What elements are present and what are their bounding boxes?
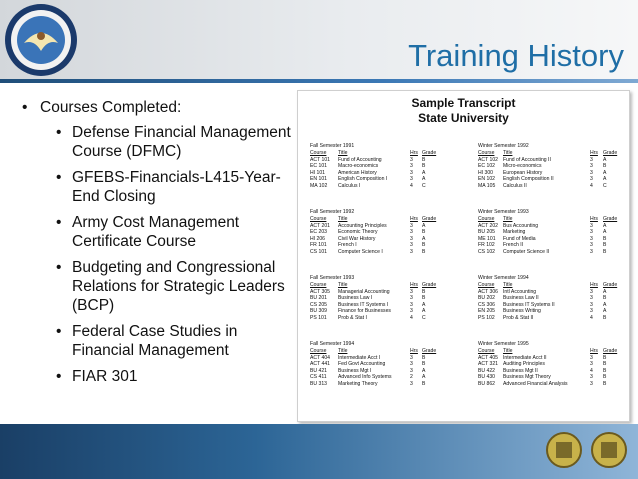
course-cell: Marketing xyxy=(503,229,526,236)
column-header: Hrs xyxy=(410,282,418,288)
course-cell: Economic Theory xyxy=(338,229,378,236)
course-cell: Computer Science II xyxy=(503,248,550,255)
sample-transcript-image xyxy=(297,90,630,422)
course-cell: BU 862 xyxy=(478,380,495,387)
course-cell: Advanced Financial Analysis xyxy=(503,380,568,387)
course-cell: 3 xyxy=(590,361,593,368)
column-header: Course xyxy=(478,216,495,222)
footer-bar xyxy=(0,424,638,479)
course-cell: 3 xyxy=(590,374,593,381)
column-header: Hrs xyxy=(410,348,418,354)
course-row xyxy=(310,248,426,256)
course-row xyxy=(310,361,426,368)
course-cell: Intermediate Acct I xyxy=(338,354,381,361)
course-cell: Business IT Systems II xyxy=(503,301,555,308)
course-cell: 3 xyxy=(590,229,593,236)
course-cell: 3 xyxy=(410,242,413,249)
course-cell: HI 206 xyxy=(310,235,326,242)
column-header: Grade xyxy=(422,348,437,354)
course-row xyxy=(310,314,426,322)
course-cell: B xyxy=(422,288,426,295)
course-cell: B xyxy=(603,374,607,381)
course-row xyxy=(310,169,426,177)
course-cell: ACT 306 xyxy=(478,288,499,295)
course-item: • Army Cost Management Certificate Course xyxy=(20,213,292,251)
course-cell: C xyxy=(422,314,426,321)
course-cell: 3 xyxy=(590,248,593,255)
course-cell: 3 xyxy=(590,156,593,163)
course-cell: A xyxy=(603,229,607,236)
course-cell: 3 xyxy=(590,308,593,315)
column-header: Grade xyxy=(603,282,618,288)
course-cell: Marketing Theory xyxy=(338,380,378,387)
course-cell: Business Writing xyxy=(503,308,541,315)
course-cell: Civil War History xyxy=(338,235,376,242)
army-emblem-icon xyxy=(590,430,628,470)
course-row xyxy=(478,235,607,243)
course-cell: 4 xyxy=(590,182,593,189)
course-cell: 3 xyxy=(590,242,593,249)
semester-header-row xyxy=(310,150,437,157)
column-header: Grade xyxy=(422,282,437,288)
course-row xyxy=(478,301,607,309)
course-cell: Calculus I xyxy=(338,182,361,189)
course-cell: FR 102 xyxy=(478,242,495,249)
course-cell: BU 202 xyxy=(478,295,495,302)
semester-header-row xyxy=(310,216,437,223)
column-header: Hrs xyxy=(410,216,418,222)
course-cell: 3 xyxy=(410,169,413,176)
column-header: Hrs xyxy=(590,150,598,156)
course-row xyxy=(478,248,607,256)
course-cell: PS 101 xyxy=(310,314,327,321)
semester-title: Fall Semester 1993 xyxy=(310,275,355,281)
course-cell: ACT 202 xyxy=(478,222,499,229)
course-cell: French I xyxy=(338,242,357,249)
transcript-semester xyxy=(478,209,618,256)
course-cell: ACT 102 xyxy=(478,156,499,163)
semester-header-row xyxy=(478,282,618,289)
semester-title: Fall Semester 1992 xyxy=(310,209,355,215)
course-cell: A xyxy=(603,156,607,163)
course-cell: EN 102 xyxy=(478,176,495,183)
course-row xyxy=(310,163,426,170)
course-cell: 3 xyxy=(590,169,593,176)
course-row xyxy=(310,182,426,190)
course-cell: 3 xyxy=(590,380,593,387)
course-row xyxy=(310,308,426,315)
course-cell: B xyxy=(422,242,426,249)
course-cell: B xyxy=(603,380,607,387)
course-row xyxy=(478,182,607,190)
column-header: Course xyxy=(478,150,495,156)
course-cell: EN 101 xyxy=(310,176,327,183)
column-header: Grade xyxy=(422,150,437,156)
course-cell: Auditing Principles xyxy=(503,361,545,368)
course-row xyxy=(478,361,607,368)
course-cell: HI 300 xyxy=(478,169,494,176)
course-cell: B xyxy=(603,163,607,170)
transcript-semester xyxy=(478,275,618,322)
course-item: • Defense Financial Management Course (DFMC) xyxy=(20,123,292,161)
column-header: Course xyxy=(310,150,327,156)
course-cell: B xyxy=(422,295,426,302)
course-cell: Prob & Stat I xyxy=(338,314,367,321)
course-cell: EN 205 xyxy=(478,308,495,315)
course-row xyxy=(310,288,426,296)
course-cell: ACT 305 xyxy=(310,288,331,295)
course-row xyxy=(478,229,607,236)
course-cell: European History xyxy=(503,169,543,176)
course-cell: 3 xyxy=(410,235,413,242)
course-row xyxy=(478,222,607,230)
course-cell: CS 411 xyxy=(310,374,327,381)
course-cell: English Composition I xyxy=(338,176,388,183)
course-cell: ACT 101 xyxy=(310,156,331,163)
semester-header-row xyxy=(310,282,437,289)
dod-seal-icon xyxy=(4,3,78,77)
course-cell: B xyxy=(603,367,607,374)
course-cell: Micro-economics xyxy=(503,163,542,170)
transcript-school: State University xyxy=(418,111,509,125)
course-cell: 3 xyxy=(410,248,413,255)
course-row xyxy=(310,295,426,302)
course-cell: A xyxy=(603,288,607,295)
transcript-semester xyxy=(478,143,618,190)
course-cell: 4 xyxy=(590,314,593,321)
semester-title: Fall Semester 1991 xyxy=(310,143,355,149)
course-cell: A xyxy=(422,235,426,242)
course-cell: Bus Accounting xyxy=(503,222,539,229)
course-cell: B xyxy=(603,235,607,242)
course-cell: 3 xyxy=(590,354,593,361)
course-cell: Business Mgt Theory xyxy=(503,374,551,381)
course-cell: MA 102 xyxy=(310,182,328,189)
course-row xyxy=(310,367,426,375)
course-row xyxy=(478,288,607,296)
course-row xyxy=(478,156,607,164)
course-cell: 3 xyxy=(410,156,413,163)
course-cell: PS 102 xyxy=(478,314,495,321)
semester-header-row xyxy=(310,348,437,355)
course-cell: B xyxy=(603,314,607,321)
course-cell: BU 422 xyxy=(478,367,495,374)
course-cell: CS 306 xyxy=(478,301,495,308)
column-header: Hrs xyxy=(590,348,598,354)
course-row xyxy=(310,156,426,164)
course-cell: ACT 404 xyxy=(310,354,331,361)
course-row xyxy=(310,374,426,381)
column-header: Title xyxy=(503,216,513,222)
slide-title: Training History xyxy=(408,38,624,73)
course-cell: B xyxy=(603,248,607,255)
column-header: Grade xyxy=(603,150,618,156)
army-emblem-icon xyxy=(545,430,583,470)
course-row xyxy=(310,176,426,183)
course-cell: 3 xyxy=(410,361,413,368)
course-cell: B xyxy=(603,242,607,249)
course-cell: Computer Science I xyxy=(338,248,383,255)
course-cell: B xyxy=(603,295,607,302)
course-row xyxy=(310,235,426,243)
transcript-semester xyxy=(478,341,618,388)
course-cell: 2 xyxy=(410,374,413,381)
course-cell: BU 205 xyxy=(478,229,495,236)
course-cell: Intl Accounting xyxy=(503,288,537,295)
column-header: Title xyxy=(338,348,348,354)
course-item: • GFEBS-Financials-L415-Year-End Closing xyxy=(20,168,292,206)
course-item: • FIAR 301 xyxy=(20,367,292,386)
courses-heading: • Courses Completed: xyxy=(20,98,292,117)
course-row xyxy=(478,308,607,315)
course-cell: CS 102 xyxy=(478,248,495,255)
course-cell: A xyxy=(422,374,426,381)
course-row xyxy=(310,229,426,236)
course-cell: BU 201 xyxy=(310,295,327,302)
course-cell: Intermediate Acct II xyxy=(503,354,547,361)
column-header: Title xyxy=(338,216,348,222)
course-cell: 3 xyxy=(410,222,413,229)
course-cell: ACT 321 xyxy=(478,361,499,368)
course-cell: English Composition II xyxy=(503,176,554,183)
course-cell: BU 430 xyxy=(478,374,495,381)
course-cell: American History xyxy=(338,169,377,176)
course-cell: A xyxy=(422,301,426,308)
course-cell: French II xyxy=(503,242,524,249)
course-cell: B xyxy=(422,380,426,387)
course-cell: ACT 441 xyxy=(310,361,331,368)
column-header: Title xyxy=(503,348,513,354)
semester-title: Fall Semester 1994 xyxy=(310,341,355,347)
column-header: Grade xyxy=(603,216,618,222)
course-row xyxy=(310,301,426,309)
course-cell: B xyxy=(422,229,426,236)
column-header: Course xyxy=(478,348,495,354)
course-cell: B xyxy=(422,361,426,368)
course-cell: Accounting Principles xyxy=(338,222,387,229)
column-header: Title xyxy=(503,282,513,288)
course-cell: 4 xyxy=(410,314,413,321)
header-divider xyxy=(0,79,638,83)
course-cell: B xyxy=(422,156,426,163)
course-cell: 4 xyxy=(410,182,413,189)
course-cell: Fund of Accounting II xyxy=(503,156,551,163)
course-cell: Business Law I xyxy=(338,295,373,302)
course-row xyxy=(478,295,607,302)
course-cell: 3 xyxy=(410,163,413,170)
course-cell: BU 313 xyxy=(310,380,327,387)
semester-title: Winter Semester 1992 xyxy=(478,143,529,149)
column-header: Title xyxy=(338,282,348,288)
course-cell: A xyxy=(422,176,426,183)
course-cell: 3 xyxy=(410,367,413,374)
course-cell: BU 421 xyxy=(310,367,327,374)
transcript-semester xyxy=(310,341,437,388)
column-header: Title xyxy=(338,150,348,156)
semester-title: Winter Semester 1993 xyxy=(478,209,529,215)
course-cell: A xyxy=(422,222,426,229)
column-header: Course xyxy=(478,282,495,288)
course-cell: A xyxy=(603,176,607,183)
course-cell: CS 101 xyxy=(310,248,327,255)
column-header: Hrs xyxy=(410,150,418,156)
course-cell: 3 xyxy=(410,301,413,308)
course-item: • Federal Case Studies in Financial Management xyxy=(20,322,292,360)
course-cell: A xyxy=(603,169,607,176)
course-cell: A xyxy=(422,308,426,315)
course-cell: 3 xyxy=(410,308,413,315)
course-row xyxy=(310,380,426,388)
course-cell: B xyxy=(603,361,607,368)
transcript-semester xyxy=(310,143,437,190)
course-cell: BU 309 xyxy=(310,308,327,315)
course-cell: 3 xyxy=(590,301,593,308)
course-cell: A xyxy=(603,308,607,315)
course-cell: C xyxy=(603,182,607,189)
course-cell: 3 xyxy=(410,295,413,302)
course-row xyxy=(310,222,426,230)
course-cell: 3 xyxy=(410,288,413,295)
course-cell: A xyxy=(422,367,426,374)
course-row xyxy=(478,176,607,183)
course-cell: B xyxy=(422,354,426,361)
course-cell: Fed Govt Accounting xyxy=(338,361,386,368)
course-cell: A xyxy=(603,301,607,308)
course-cell: B xyxy=(422,163,426,170)
course-cell: Prob & Stat II xyxy=(503,314,534,321)
course-cell: B xyxy=(422,248,426,255)
course-cell: ACT 201 xyxy=(310,222,331,229)
column-header: Course xyxy=(310,216,327,222)
course-cell: MA 105 xyxy=(478,182,496,189)
semester-header-row xyxy=(478,348,618,355)
courses-list xyxy=(20,98,292,393)
column-header: Grade xyxy=(422,216,437,222)
course-cell: ACT 405 xyxy=(478,354,499,361)
course-cell: Business Mgt I xyxy=(338,367,372,374)
course-row xyxy=(478,380,607,388)
course-row xyxy=(310,242,426,249)
transcript-semester xyxy=(310,209,437,256)
course-cell: 3 xyxy=(410,229,413,236)
course-row xyxy=(478,169,607,177)
column-header: Title xyxy=(503,150,513,156)
course-cell: ME 101 xyxy=(478,235,496,242)
semester-title: Winter Semester 1995 xyxy=(478,341,529,347)
semester-header-row xyxy=(478,216,618,223)
column-header: Hrs xyxy=(590,282,598,288)
course-cell: Calculus II xyxy=(503,182,527,189)
column-header: Grade xyxy=(603,348,618,354)
course-row xyxy=(478,374,607,381)
course-row xyxy=(478,354,607,362)
column-header: Hrs xyxy=(590,216,598,222)
course-row xyxy=(478,314,607,322)
course-cell: 3 xyxy=(410,380,413,387)
course-row xyxy=(310,354,426,362)
course-cell: Business Law II xyxy=(503,295,539,302)
course-cell: 4 xyxy=(590,367,593,374)
course-cell: Business Mgt II xyxy=(503,367,538,374)
course-cell: 3 xyxy=(590,163,593,170)
course-cell: 3 xyxy=(590,176,593,183)
transcript-title: Sample Transcript xyxy=(411,96,516,110)
course-cell: 3 xyxy=(410,176,413,183)
course-cell: C xyxy=(422,182,426,189)
course-cell: FR 101 xyxy=(310,242,327,249)
course-cell: Fund of Media xyxy=(503,235,536,242)
course-cell: Advanced Info Systems xyxy=(338,374,392,381)
course-cell: CS 205 xyxy=(310,301,327,308)
course-cell: EC 101 xyxy=(310,163,327,170)
course-cell: 3 xyxy=(590,288,593,295)
column-header: Course xyxy=(310,282,327,288)
course-cell: A xyxy=(603,222,607,229)
course-row xyxy=(478,163,607,170)
course-cell: Finance for Businesses xyxy=(338,308,391,315)
course-cell: Fund of Accounting xyxy=(338,156,382,163)
course-cell: 3 xyxy=(590,295,593,302)
course-row xyxy=(478,367,607,375)
course-cell: 3 xyxy=(410,354,413,361)
course-row xyxy=(478,242,607,249)
semester-header-row xyxy=(478,150,618,157)
course-cell: Managerial Accounting xyxy=(338,288,390,295)
course-cell: HI 101 xyxy=(310,169,326,176)
transcript-semester xyxy=(310,275,437,322)
semester-title: Winter Semester 1994 xyxy=(478,275,529,281)
course-cell: Macro-economics xyxy=(338,163,379,170)
column-header: Course xyxy=(310,348,327,354)
course-item: • Budgeting and Congressional Relations for Strategic Leaders (BCP) xyxy=(20,258,292,315)
course-cell: 3 xyxy=(590,222,593,229)
course-cell: Business IT Systems I xyxy=(338,301,389,308)
course-cell: EC 203 xyxy=(310,229,327,236)
course-cell: 3 xyxy=(590,235,593,242)
course-cell: EC 102 xyxy=(478,163,495,170)
course-cell: B xyxy=(603,354,607,361)
course-cell: A xyxy=(422,169,426,176)
